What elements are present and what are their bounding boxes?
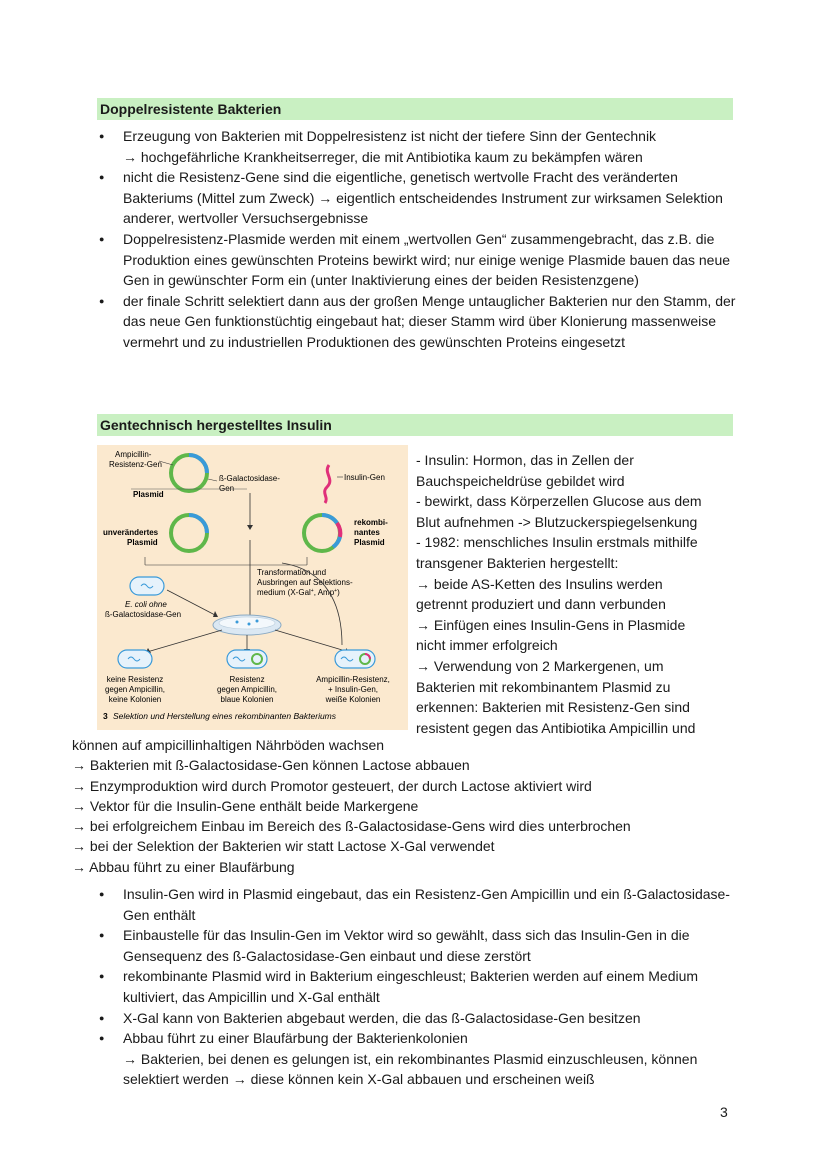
col1-label-line1: keine Resistenz <box>106 675 164 684</box>
col2-label-line1: Resistenz <box>229 675 265 684</box>
col2-label-line2: gegen Ampicillin, <box>216 685 278 694</box>
text-line: resistent gegen das Antibiotika Ampicillin und <box>416 719 696 736</box>
transformation-text-b: , Amp <box>313 588 335 597</box>
text-line: → Enzymproduktion wird durch Promotor gesteuert, der durch Lactose aktiviert wird <box>72 777 592 794</box>
text-line: → beide AS-Ketten des Insulins werden <box>416 575 663 592</box>
text-line: - Insulin: Hormon, das in Zellen der <box>416 452 634 468</box>
transformation-label-line2: Ausbringen auf Selektions- <box>257 578 353 587</box>
recombinant-label-line3: Plasmid <box>354 538 385 547</box>
text-line: können auf ampicillinhaltigen Nährböden wachsen <box>72 737 385 753</box>
colony-dot <box>256 620 259 623</box>
transformation-text-a: medium (X-Gal <box>257 588 311 597</box>
text-line: → Bakterien mit ß-Galactosidase-Gen können Lactose abbauen <box>72 757 470 774</box>
text-line: → Verwendung von 2 Markergenen, um <box>416 657 664 674</box>
col1-label-line2: gegen Ampicillin, <box>104 685 166 694</box>
transformation-text-c: ) <box>337 588 340 597</box>
text-line: → Einfügen eines Insulin-Gens in Plasmide <box>416 616 686 633</box>
petri-dish-inner <box>219 617 275 629</box>
text-line: → bei erfolgreichem Einbau im Bereich des ß-Galactosidase-Gens wird dies unterbrochen <box>72 818 631 835</box>
text-line: → bei der Selektion der Bakterien wir statt Lactose X-Gal verwendet <box>72 838 495 855</box>
col3-label-line3: weiße Kolonien <box>325 695 381 704</box>
list-item: ● der finale Schritt selektiert dann aus der großen Menge untauglicher Bakterien nur den Stamm, der das neue Gen funktionstüchtig eingebaut hat; dieser Stamm wird über Klonierung massenweise vermehrt und zu industriellen Produktionen des gewünschten Proteins eingesetzt <box>97 291 737 353</box>
colony-dot <box>236 621 239 624</box>
list-item: ● Einbaustelle für das Insulin-Gen im Vektor wird so gewählt, dass sich das Insulin-Gen in die Gensequenz des ß-Galactosidase-Gen einbaut und diese zerstört <box>97 925 737 966</box>
unchanged-plasmid-label-line1: unverändertes <box>103 528 159 537</box>
selection-diagram <box>97 445 408 730</box>
transformation-label-line1: Transformation und <box>257 568 327 577</box>
insulin-gene-label: Insulin-Gen <box>344 473 385 482</box>
text-line: → Abbau führt zu einer Blaufärbung <box>72 858 295 875</box>
transformation-sup-1: + <box>310 588 314 594</box>
colony-dot <box>248 623 251 626</box>
galactosidase-gene-label-line2: Gen <box>219 484 235 493</box>
recombinant-label-line2: nantes <box>354 528 380 537</box>
page-number: 3 <box>720 1104 728 1120</box>
text-line: Bauchspeicheldrüse gebildet wird <box>416 472 625 489</box>
plasmid-label: Plasmid <box>133 490 164 499</box>
text-line: getrennt produziert und dann verbunden <box>416 596 666 613</box>
col2-label-line3: blaue Kolonien <box>220 695 274 704</box>
selection-figure <box>97 445 408 730</box>
result-cell-1 <box>118 650 152 668</box>
caption-text: Selektion und Herstellung eines rekombinanten Bakteriums <box>113 711 337 721</box>
list-item: ● rekombinante Plasmid wird in Bakterium eingeschleust; Bakterien werden auf einem Medium kultiviert, das Ampicillin und X-Gal enthält <box>97 966 737 1007</box>
list-item: ● Erzeugung von Bakterien mit Doppelresistenz ist nicht der tiefere Sinn der Gentechnik → hochgefährliche Krankheitserreger, die mit Antibiotika kaum zu bekämpfen wären <box>97 126 737 167</box>
list-item: ● nicht die Resistenz-Gene sind die eigentliche, genetisch wertvolle Fracht des veränderten Bakteriums (Mittel zum Zweck) → eigentlich entscheidendes Instrument zur wirksamen Selektion anderer, wertvoller Versuchsergebnisse <box>97 167 737 229</box>
list-item: ● Abbau führt zu einer Blaufärbung der Bakterienkolonien → Bakterien, bei denen es gelungen ist, ein rekombinantes Plasmid einzuschleusen, können selektiert werden → diese können kein X-Gal abbauen und erscheinen weiß <box>97 1028 737 1090</box>
caption-number: 3 <box>103 711 108 721</box>
doppelresistenz-bullet-list <box>97 126 737 353</box>
list-item: ● Doppelresistenz-Plasmide werden mit einem „wertvollen Gen“ zusammengebracht, das z.B. die Produktion eines gewünschten Proteins bewirkt wird; nur einige wenige Plasmide bauen das neue Gen in gewünschter Form ein (unter Inaktivierung eines der beiden Resistenzgene) <box>97 229 737 291</box>
text-line: erkennen: Bakterien mit Resistenz-Gen sind <box>416 699 690 716</box>
text-line: transgener Bakterien hergestellt: <box>416 554 619 571</box>
col1-label-line3: keine Kolonien <box>108 695 162 704</box>
section-heading-insulin: Gentechnisch hergestelltes Insulin <box>97 414 733 436</box>
ecoli-label-line1: E. coli ohne <box>125 600 167 609</box>
insulin-right-column <box>416 450 736 738</box>
ampicillin-gene-label-line1: Ampicillin- <box>115 450 152 459</box>
text-line: - bewirkt, dass Körperzellen Glucose aus dem <box>416 493 702 510</box>
insulin-arrow-lines <box>72 735 752 877</box>
text-line: Bakterien mit rekombinantem Plasmid zu <box>416 678 671 695</box>
recombinant-label-line1: rekombi- <box>354 518 388 527</box>
list-item: ● X-Gal kann von Bakterien abgebaut werden, die das ß-Galactosidase-Gen besitzen <box>97 1008 737 1029</box>
text-line: nicht immer erfolgreich <box>416 637 558 654</box>
ampicillin-gene-label-line2: Resistenz-Gen <box>109 460 162 469</box>
col3-label-line2: + Insulin-Gen, <box>327 685 379 694</box>
section-heading-doppelresistente-bakterien: Doppelresistente Bakterien <box>97 98 733 120</box>
col3-label-line1: Ampicillin-Resistenz, <box>316 675 390 684</box>
text-line: → Vektor für die Insulin-Gene enthält beide Markergene <box>72 797 419 814</box>
galactosidase-gene-label-line1: ß-Galactosidase- <box>219 474 280 483</box>
unchanged-plasmid-label-line2: Plasmid <box>127 538 158 547</box>
list-item: ● Insulin-Gen wird in Plasmid eingebaut, das ein Resistenz-Gen Ampicillin und ein ß-Galactosidase-Gen enthält <box>97 884 737 925</box>
text-line: Blut aufnehmen -> Blutzuckerspiegelsenkung <box>416 513 698 530</box>
ecoli-label-line2: ß-Galactosidase-Gen <box>105 610 182 619</box>
insulin-bullet-list <box>97 884 737 1090</box>
text-line: - 1982: menschliches Insulin erstmals mithilfe <box>416 534 698 551</box>
transformation-sup-2: + <box>334 588 338 594</box>
